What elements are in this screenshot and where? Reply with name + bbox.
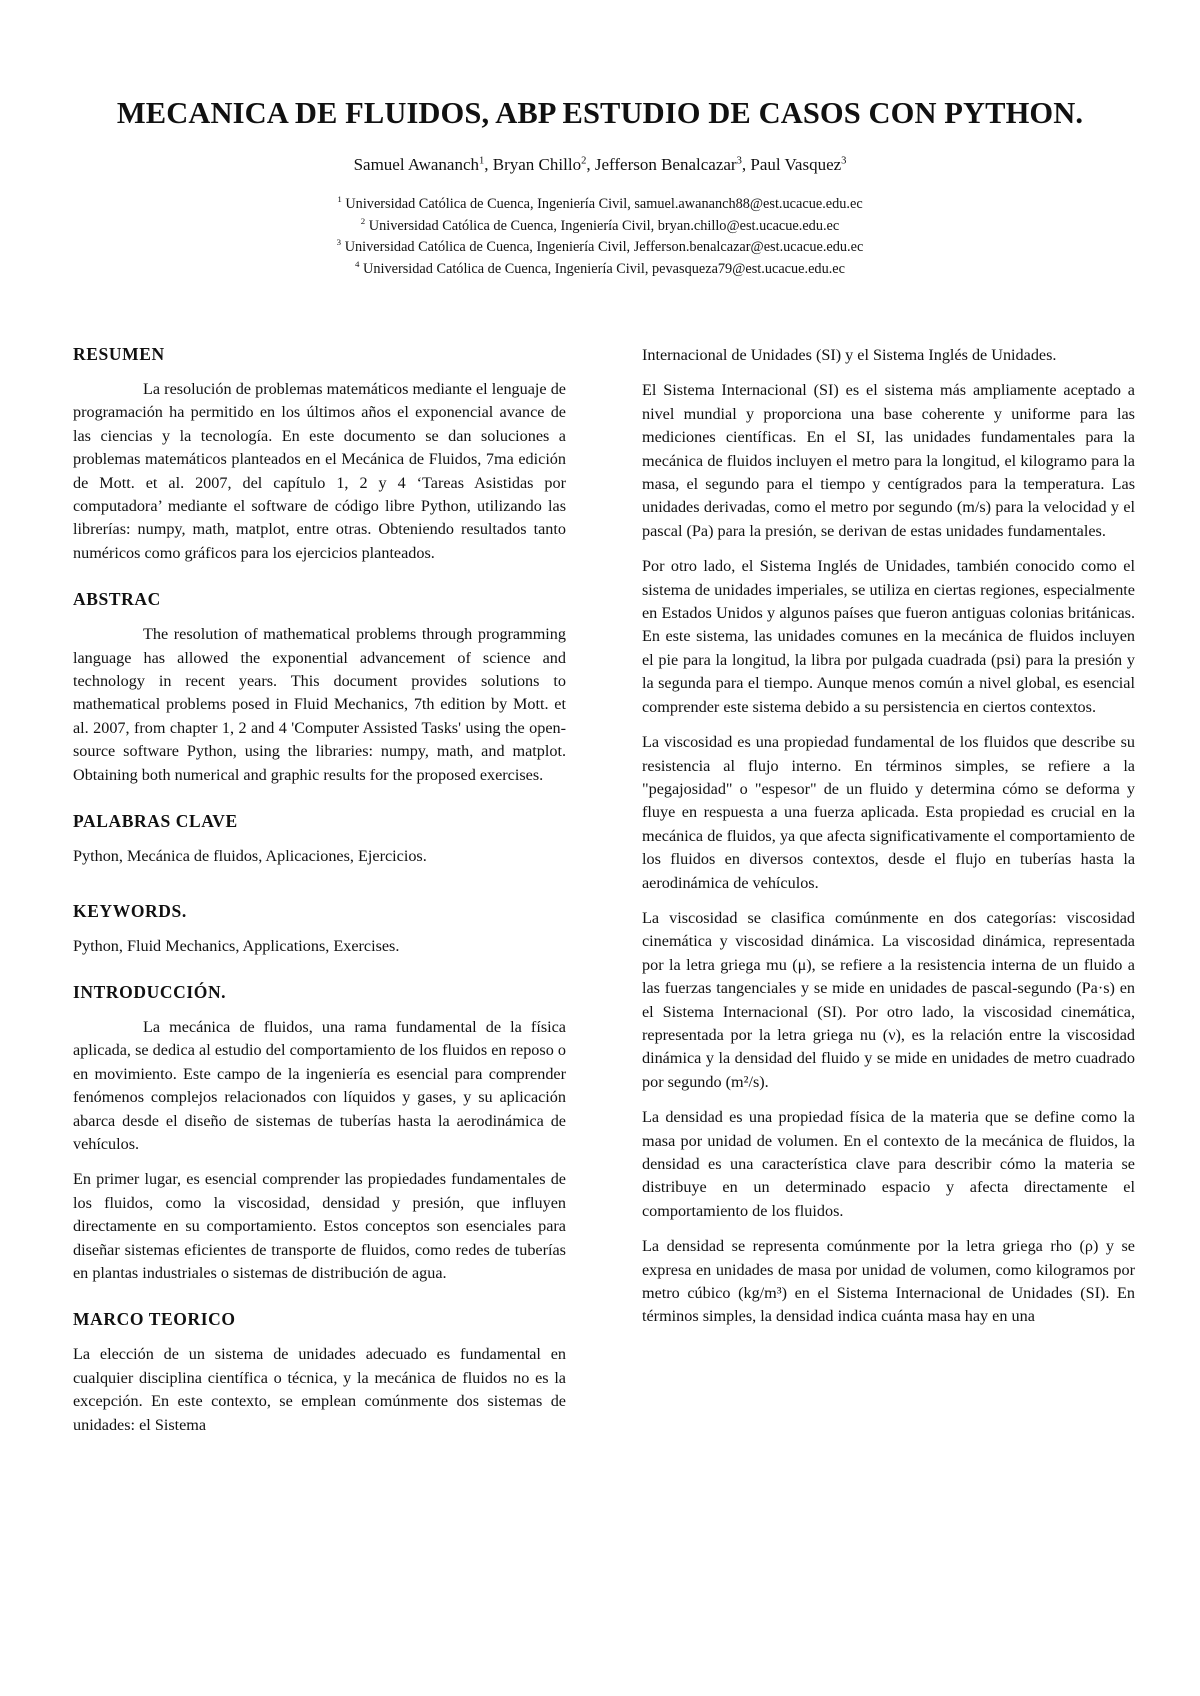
affiliation-sup: 1 [337, 194, 342, 205]
affiliation [60, 237, 1140, 259]
section-heading-marco-teorico: MARCO TEORICO [73, 1309, 236, 1330]
affiliation-list [60, 194, 1140, 280]
abstrac-paragraph: The resolution of mathematical problems through programming language has allowed the exponential advancement of science and technology in recent years. This document provides solutions to mathematical problems posed in Fluid Mechanics, 7th edition by Mott. et al. 2007, from chapter 1, 2 and 4 'Computer Assisted Tasks' using the open-source software Python, using the libraries: numpy, math, and matplot. Obtaining both numerical and graphic results for the proposed exercises. [73, 625, 566, 784]
affiliation-text: Universidad Católica de Cuenca, Ingeniería Civil, samuel.awananch88@est.ucacue.edu.ec [345, 196, 863, 212]
body-paragraph: La densidad es una propiedad física de la materia que se define como la masa por unidad de volumen. En el contexto de la mecánica de fluidos, la densidad es una característica clave para describir cómo la materia se distribuye en un determinado espacio y afecta directamente el comportamiento de los fluidos. [642, 1108, 1135, 1220]
body-paragraph: La densidad se representa comúnmente por la letra griega rho (ρ) y se expresa en unidades de masa por unidad de volumen, como kilogramos por metro cúbico (kg/m³) en el Sistema Internacional de Unidades (SI). En términos simples, la densidad indica cuánta masa hay en una [642, 1237, 1135, 1326]
affiliation [60, 194, 1140, 216]
affiliation-sup: 4 [354, 258, 360, 269]
affiliation-text: Universidad Católica de Cuenca, Ingeniería Civil, pevasqueza79@est.ucacue.edu.ec [363, 260, 845, 277]
body-paragraph: Internacional de Unidades (SI) y el Sistema Inglés de Unidades. [642, 346, 1057, 364]
body-paragraph: La viscosidad se clasifica comúnmente en dos categorías: viscosidad cinemática y viscosidad dinámica. La viscosidad dinámica, representada por la letra griega mu (μ), se refiere a la resistencia interna de un fluido a las fuerzas tangenciales y se mide en unidades de pascal-segundo (Pa·s) en el Sistema Internacional (SI). Por otro lado, la viscosidad cinemática, representada por la letra griega nu (ν), es la relación entre la viscosidad dinámica y la densidad del fluido y se mide en unidades de metro cuadrado por segundo (m²/s). [642, 908, 1135, 1091]
author-name: Bryan Chillo [492, 155, 582, 174]
marco-paragraph: La elección de un sistema de unidades adecuado es fundamental en cualquier disciplina científica o técnica, y la mecánica de fluidos no es la excepción. En este contexto, se emplean comúnmente dos sistemas de unidades: el Sistema [73, 1345, 566, 1434]
author-name: Samuel Awananch [353, 155, 479, 174]
section-heading-keywords: KEYWORDS. [73, 900, 187, 921]
section-heading-introduccion: INTRODUCCIÓN. [73, 981, 227, 1002]
intro-paragraph: En primer lugar, es esencial comprender las propiedades fundamentales de los fluidos, como la viscosidad, densidad y presión, que influyen directamente en su comportamiento. Estos conceptos son esenciales para diseñar sistemas eficientes de transporte de fluidos, como redes de tuberías en plantas industriales o sistemas de distribución de agua. [73, 1170, 566, 1282]
right-column [642, 344, 1135, 1341]
affiliation-sup: 3 [336, 237, 342, 248]
section-heading-resumen: RESUMEN [73, 344, 165, 364]
keywords-text: Python, Fluid Mechanics, Applications, Exercises. [73, 936, 400, 955]
section-heading-palabras-clave: PALABRAS CLAVE [73, 811, 238, 832]
left-column [73, 342, 566, 1449]
affiliation [60, 259, 1140, 281]
body-paragraph: La viscosidad es una propiedad fundamental de los fluidos que describe su resistencia al flujo interno. En términos simples, se refiere a la "pegajosidad" o "espesor" de un fluido y determina cómo se deforma y fluye en respuesta a una fuerza aplicada. Esta propiedad es crucial en la mecánica de fluidos, ya que afecta significativamente el comportamiento de los fluidos en diversos contextos, desde el flujo en tuberías hasta la aerodinámica de vehículos. [642, 733, 1135, 892]
author-sup: 1 [479, 155, 485, 167]
paper-title: MECANICA DE FLUIDOS, ABP ESTUDIO DE CASOS CON PYTHON. [116, 96, 1084, 130]
author-sup: 3 [841, 155, 847, 167]
palabras-clave-text: Python, Mecánica de fluidos, Aplicaciones, Ejercicios. [73, 847, 427, 866]
body-paragraph: Por otro lado, el Sistema Inglés de Unidades, también conocido como el sistema de unidades imperiales, se utiliza en ciertas regiones, especialmente en Estados Unidos y algunos países que fueron antiguas colonias británicas. En este sistema, las unidades comunes en la mecánica de fluidos incluyen el pie para la longitud, la libra por pulgada cuadrada (psi) para la presión y la segunda para el tiempo. Aunque menos común a nivel global, es esencial comprender este sistema debido a su persistencia en ciertos contextos. [642, 557, 1135, 716]
author-name: Jefferson Benalcazar [594, 155, 737, 174]
section-heading-abstrac: ABSTRAC [73, 589, 161, 610]
author-sup: 3 [736, 155, 742, 167]
affiliation-text: Universidad Católica de Cuenca, Ingeniería Civil, Jefferson.benalcazar@est.ucacue.edu.ec [344, 239, 864, 255]
affiliation-text: Universidad Católica de Cuenca, Ingeniería Civil, bryan.chillo@est.ucacue.edu.ec [368, 217, 840, 234]
body-paragraph: El Sistema Internacional (SI) es el sistema más ampliamente aceptado a nivel mundial y proporciona una base coherente y uniforme para las mediciones científicas. En el SI, las unidades fundamentales para la mecánica de fluidos incluyen el metro para la longitud, el kilogramo para la masa, el segundo para el tiempo y centígrados para la temperatura. Las unidades derivadas, como el metro por segundo (m/s) para la velocidad y el pascal (Pa) para la presión, se derivan de estas unidades fundamentales. [642, 381, 1135, 540]
intro-paragraph: La mecánica de fluidos, una rama fundamental de la física aplicada, se dedica al estudio del comportamiento de los fluidos en reposo o en movimiento. Este campo de la ingeniería es esencial para comprender fenómenos complejos relacionados con líquidos y gases, y su aplicación abarca desde el diseño de sistemas de tuberías hasta la aerodinámica de vehículos. [73, 1017, 566, 1153]
affiliation [60, 216, 1140, 238]
author-name: Paul Vasquez [750, 155, 842, 174]
author-sup: 2 [581, 155, 587, 167]
affiliation-sup: 2 [360, 215, 366, 226]
resumen-paragraph: La resolución de problemas matemáticos mediante el lenguaje de programación ha permitido en los últimos años el exponencial avance de las ciencias y la tecnología. En este documento se dan soluciones a problemas matemáticos planteados en el Mecánica de Fluidos, 7ma edición de Mott. et al. 2007, del capítulo 1, 2 y 4 ‘Tareas Asistidas por computadora’ mediante el software de código libre Python, utilizando las librerías: numpy, math, matplot, entre otras. Obteniendo resultados tanto numéricos como gráficos para los ejercicios planteados. [73, 380, 566, 562]
author-list: Samuel Awananch$^1$, Bryan Chillo$^2$, Jefferson Benalcazar$^3$, Paul Vasquez$^3$ [353, 155, 847, 174]
